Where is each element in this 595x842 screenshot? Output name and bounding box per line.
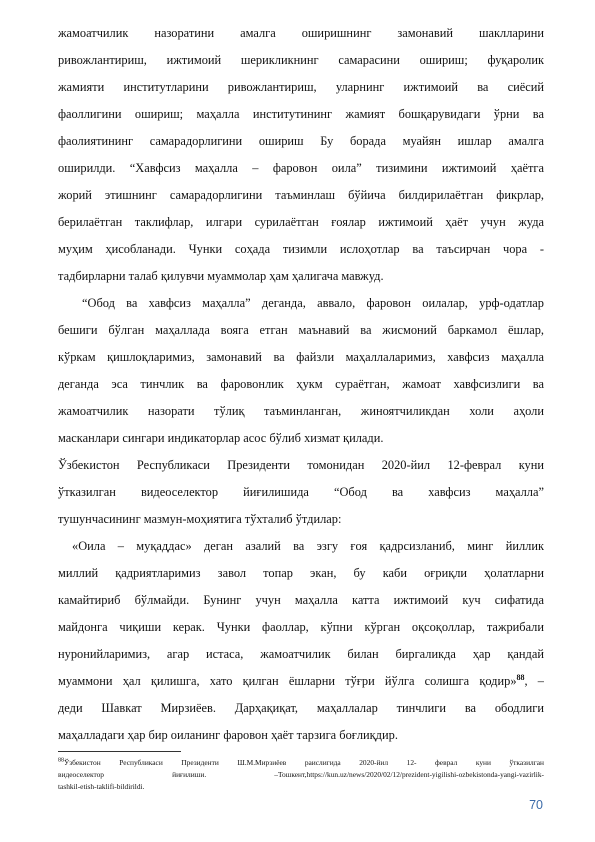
body-line: жорий этишнинг самарадорлигини таъминлаш бўйича билдирилаётган фикрлар, [58,188,544,202]
body-line: деганда эса тинчлик ва фаровонлик ҳукм сураётган, жамоат хавфсизлиги ва [58,377,544,391]
body-line: майдонга чиқиши керак. Чунки фаоллар, кўпни кўрган оқсоқоллар, тажрибали [58,620,544,634]
body-line: масканлари сингари индикаторлар асос бўлиб хизмат қилади. [58,431,384,445]
body-line: фаоллигини ошириш; маҳалла институтининг жамият бошқарувидаги ўрни ва [58,107,544,121]
body-line: ўтказилган видеоселектор йиғилишида “Обод ва хавфсиз маҳалла” [58,485,544,499]
footnote-separator [58,751,181,752]
body-line: маҳалладаги ҳар бир оиланинг фаровон ҳаёт тарзига боғлиқдир. [58,728,398,742]
body-line: жамоатчилик назоратини амалга оширишнинг замонавий шаклларини [58,26,544,40]
body-line: миллий қадриятларимиз завол топар экан, бу каби оғриқли ҳолатларни [58,566,544,580]
footnote-line: tashkil-etish-taklifi-bildirildi. [58,782,145,791]
footnote-text: Ўзбекистон Республикаси Президенти Ш.М.Мирзиёев раислигида 2020-йил 12- феврал куни ўтказилган [64,758,544,767]
body-line: деди Шавкат Мирзиёев. Дарҳақиқат, маҳаллалар тинчлиги ва ободлиги [58,701,544,715]
body-line: тадбирларни талаб қилувчи муаммолар ҳам ҳалигача мавжуд. [58,269,384,283]
body-line: Ўзбекистон Республикаси Президенти томонидан 2020-йил 12-феврал куни [58,458,544,472]
footnote-number: 88 [58,757,64,764]
body-line: «Оила – муқаддас» деган азалий ва эзгу ғоя қадрсизланиб, минг йиллик [72,539,544,553]
body-line: тушунчасининг мазмун-моҳиятига тўхталиб ўтдилар: [58,512,342,526]
body-line: жамияти институтларини ривожлантириш, уларнинг ижтимоий ва сиёсий [58,80,544,94]
body-line: кўркам қишлоқларимиз, замонавий ва файзли маҳаллаларимиз, хавфсиз маҳалла [58,350,544,364]
body-line: муҳим ҳисобланади. Чунки соҳада тизимли ислоҳотлар ва таъсирчан чора - [58,242,544,256]
body-line: фаолиятининг самарадорлигини ошириш Бу борада муайян ишлар амалга [58,134,544,148]
body-line: оширилди. “Хавфсиз маҳалла – фаровон оила” тизимини ижтимоий ҳаётга [58,161,544,175]
body-line: нуронийларимиз, агар истаса, жамоатчилик билан биргаликда ҳар қандай [58,647,544,661]
footnote-line [58,757,544,769]
body-line: “Обод ва хавфсиз маҳалла” деганда, аввало, фаровон оилалар, урф-одатлар [82,296,544,310]
quote-tail: , – [524,674,544,688]
footnote-line: видеоселектор йиғилиши. –Тошкент,https://kun.uz/news/2020/02/12/prezident-yigilishi-ozbekistonda-yangi-vazirlik- [58,770,544,779]
body-line-with-footnote [58,670,544,692]
page-number: 70 [529,798,543,812]
quote-text: муаммони ҳал қилишга, хато қилган ёшларни тўғри йўлга солишга қодир» [58,674,517,688]
body-line: бешиги бўлган маҳаллада вояга етган маънавий ва жисмоний баркамол ёшлар, [58,323,544,337]
body-line: жамоатчилик назорати тўлиқ таъминланган, жиноятчиликдан холи аҳоли [58,404,544,418]
body-line: ривожлантириш, ижтимоий шерикликнинг самарасини ошириш; фуқаролик [58,53,544,67]
footnote-reference[interactable]: 88 [516,672,525,682]
body-line: берилаётган таклифлар, илгари сурилаётган ғоялар ижтимоий ҳаёт учун жуда [58,215,544,229]
body-line: камайтириб бўлмайди. Бунинг учун маҳалла катта ижтимоий куч сифатида [58,593,544,607]
